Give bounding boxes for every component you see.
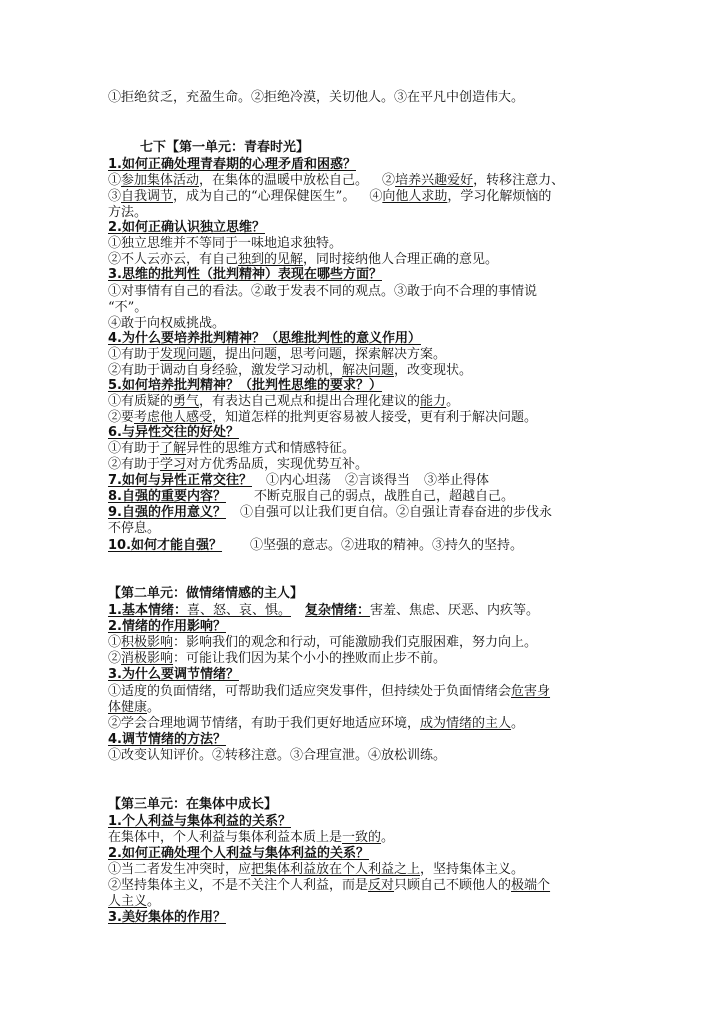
intro-line: ①拒绝贫乏，充盈生命。②拒绝冷漠，关切他人。③在平凡中创造伟大。 (108, 90, 525, 105)
question-2: 2.如何正确处理个人利益与集体利益的关系？ (108, 846, 369, 861)
question-9: 9.自强的作用意义？ ①自强可以让我们更自信。②自强让青春奋进的步伐永 (108, 505, 552, 520)
question-1-emotions: 1.基本情绪：喜、怒、哀、惧。 复杂情绪：害羞、焦虑、厌恶、内疚等。 (108, 603, 540, 618)
answer-line: 方法。 (108, 205, 148, 220)
question-1: 1.如何正确处理青春期的心理矛盾和困惑？ (108, 157, 356, 172)
question-2: 2.如何正确认识独立思维？ (108, 220, 265, 235)
question-4: 4.为什么要培养批判精神？（思维批判性的意义作用） (108, 331, 421, 346)
question-5: 5.如何培养批判精神？（批判性思维的要求？） (108, 378, 382, 393)
question-8: 8.自强的重要内容？ 不断克服自己的弱点，战胜自己，超越自己。 (108, 489, 514, 504)
answer-line: ①改变认知评价。②转移注意。③合理宣泄。④放松训练。 (108, 748, 447, 763)
question-1: 1.个人利益与集体利益的关系？ (108, 814, 291, 829)
answer-line: ②不人云亦云，有自己独到的见解，同时接纳他人合理正确的意见。 (108, 252, 499, 267)
answer-line: “不”。 (108, 300, 148, 315)
answer-line: ②要考虑他人感受，知道怎样的批判更容易被人接受，更有利于解决问题。 (108, 410, 538, 425)
answer-line: 体健康。 (108, 700, 161, 715)
answer-line: ①当二者发生冲突时，应把集体利益放在个人利益之上，坚持集体主义。 (108, 862, 525, 877)
answer-line: ①积极影响：影响我们的观念和行动，可能激励我们克服困难，努力向上。 (108, 635, 538, 650)
section-title-unit1: 七下【第一单元：青春时光】 (140, 140, 310, 155)
answer-line: ①参加集体活动，在集体的温暖中放松自己。 ②培养兴趣爱好，转移注意力、 (108, 173, 565, 188)
question-10: 10.如何才能自强？ ①坚强的意志。②进取的精神。③持久的坚持。 (108, 538, 524, 553)
answer-line: ③自我调节，成为自己的“心理保健医生”。 ④向他人求助，学习化解烦恼的 (108, 189, 552, 204)
question-2: 2.情绪的作用影响？ (108, 619, 226, 634)
question-4: 4.调节情绪的方法？ (108, 732, 226, 747)
answer-line: ②消极影响：可能让我们因为某个小小的挫败而止步不前。 (108, 651, 447, 666)
answer-line: ①适度的负面情绪，可帮助我们适应突发事件，但持续处于负面情绪会危害身 (108, 684, 551, 699)
answer-line: ①有助于了解异性的思维方式和情感特征。 (108, 441, 356, 456)
answer-line: ①有质疑的勇气，有表达自己观点和提出合理化建议的能力。 (108, 394, 460, 409)
answer-line: ④敢于向权威挑战。 (108, 316, 226, 331)
answer-line: ②有助于学习对方优秀品质，实现优势互补。 (108, 457, 369, 472)
answer-line: 人主义。 (108, 894, 161, 909)
section-title-unit3: 【第三单元：在集体中成长】 (108, 797, 278, 812)
question-7: 7.如何与异性正常交往？ ①内心坦荡 ②言谈得当 ③举止得体 (108, 473, 490, 488)
section-title-unit2: 【第二单元：做情绪情感的主人】 (108, 586, 304, 601)
answer-line: 不停息。 (108, 521, 161, 536)
question-3: 3.美好集体的作用？ (108, 910, 226, 925)
answer-line: ①对事情有自己的看法。②敢于发表不同的观点。③敢于向不合理的事情说 (108, 284, 538, 299)
question-3: 3.为什么要调节情绪？ (108, 667, 239, 682)
answer-line: ①有助于发现问题，提出问题，思考问题，探索解决方案。 (108, 347, 447, 362)
answer-line: ②坚持集体主义，不是不关注个人利益，而是反对只顾自己不顾他人的极端个 (108, 878, 551, 893)
answer-line: ②学会合理地调节情绪，有助于我们更好地适应环境，成为情绪的主人。 (108, 716, 525, 731)
answer-line: ②有助于调动自身经验，激发学习动机，解决问题，改变现状。 (108, 363, 473, 378)
answer-line: ①独立思维并不等同于一味地追求独特。 (108, 236, 343, 251)
question-3: 3.思维的批判性（批判精神）表现在哪些方面？ (108, 267, 382, 282)
answer-line: 在集体中，个人利益与集体利益本质上是一致的。 (108, 830, 395, 845)
question-6: 6.与异性交往的好处？ (108, 425, 239, 440)
